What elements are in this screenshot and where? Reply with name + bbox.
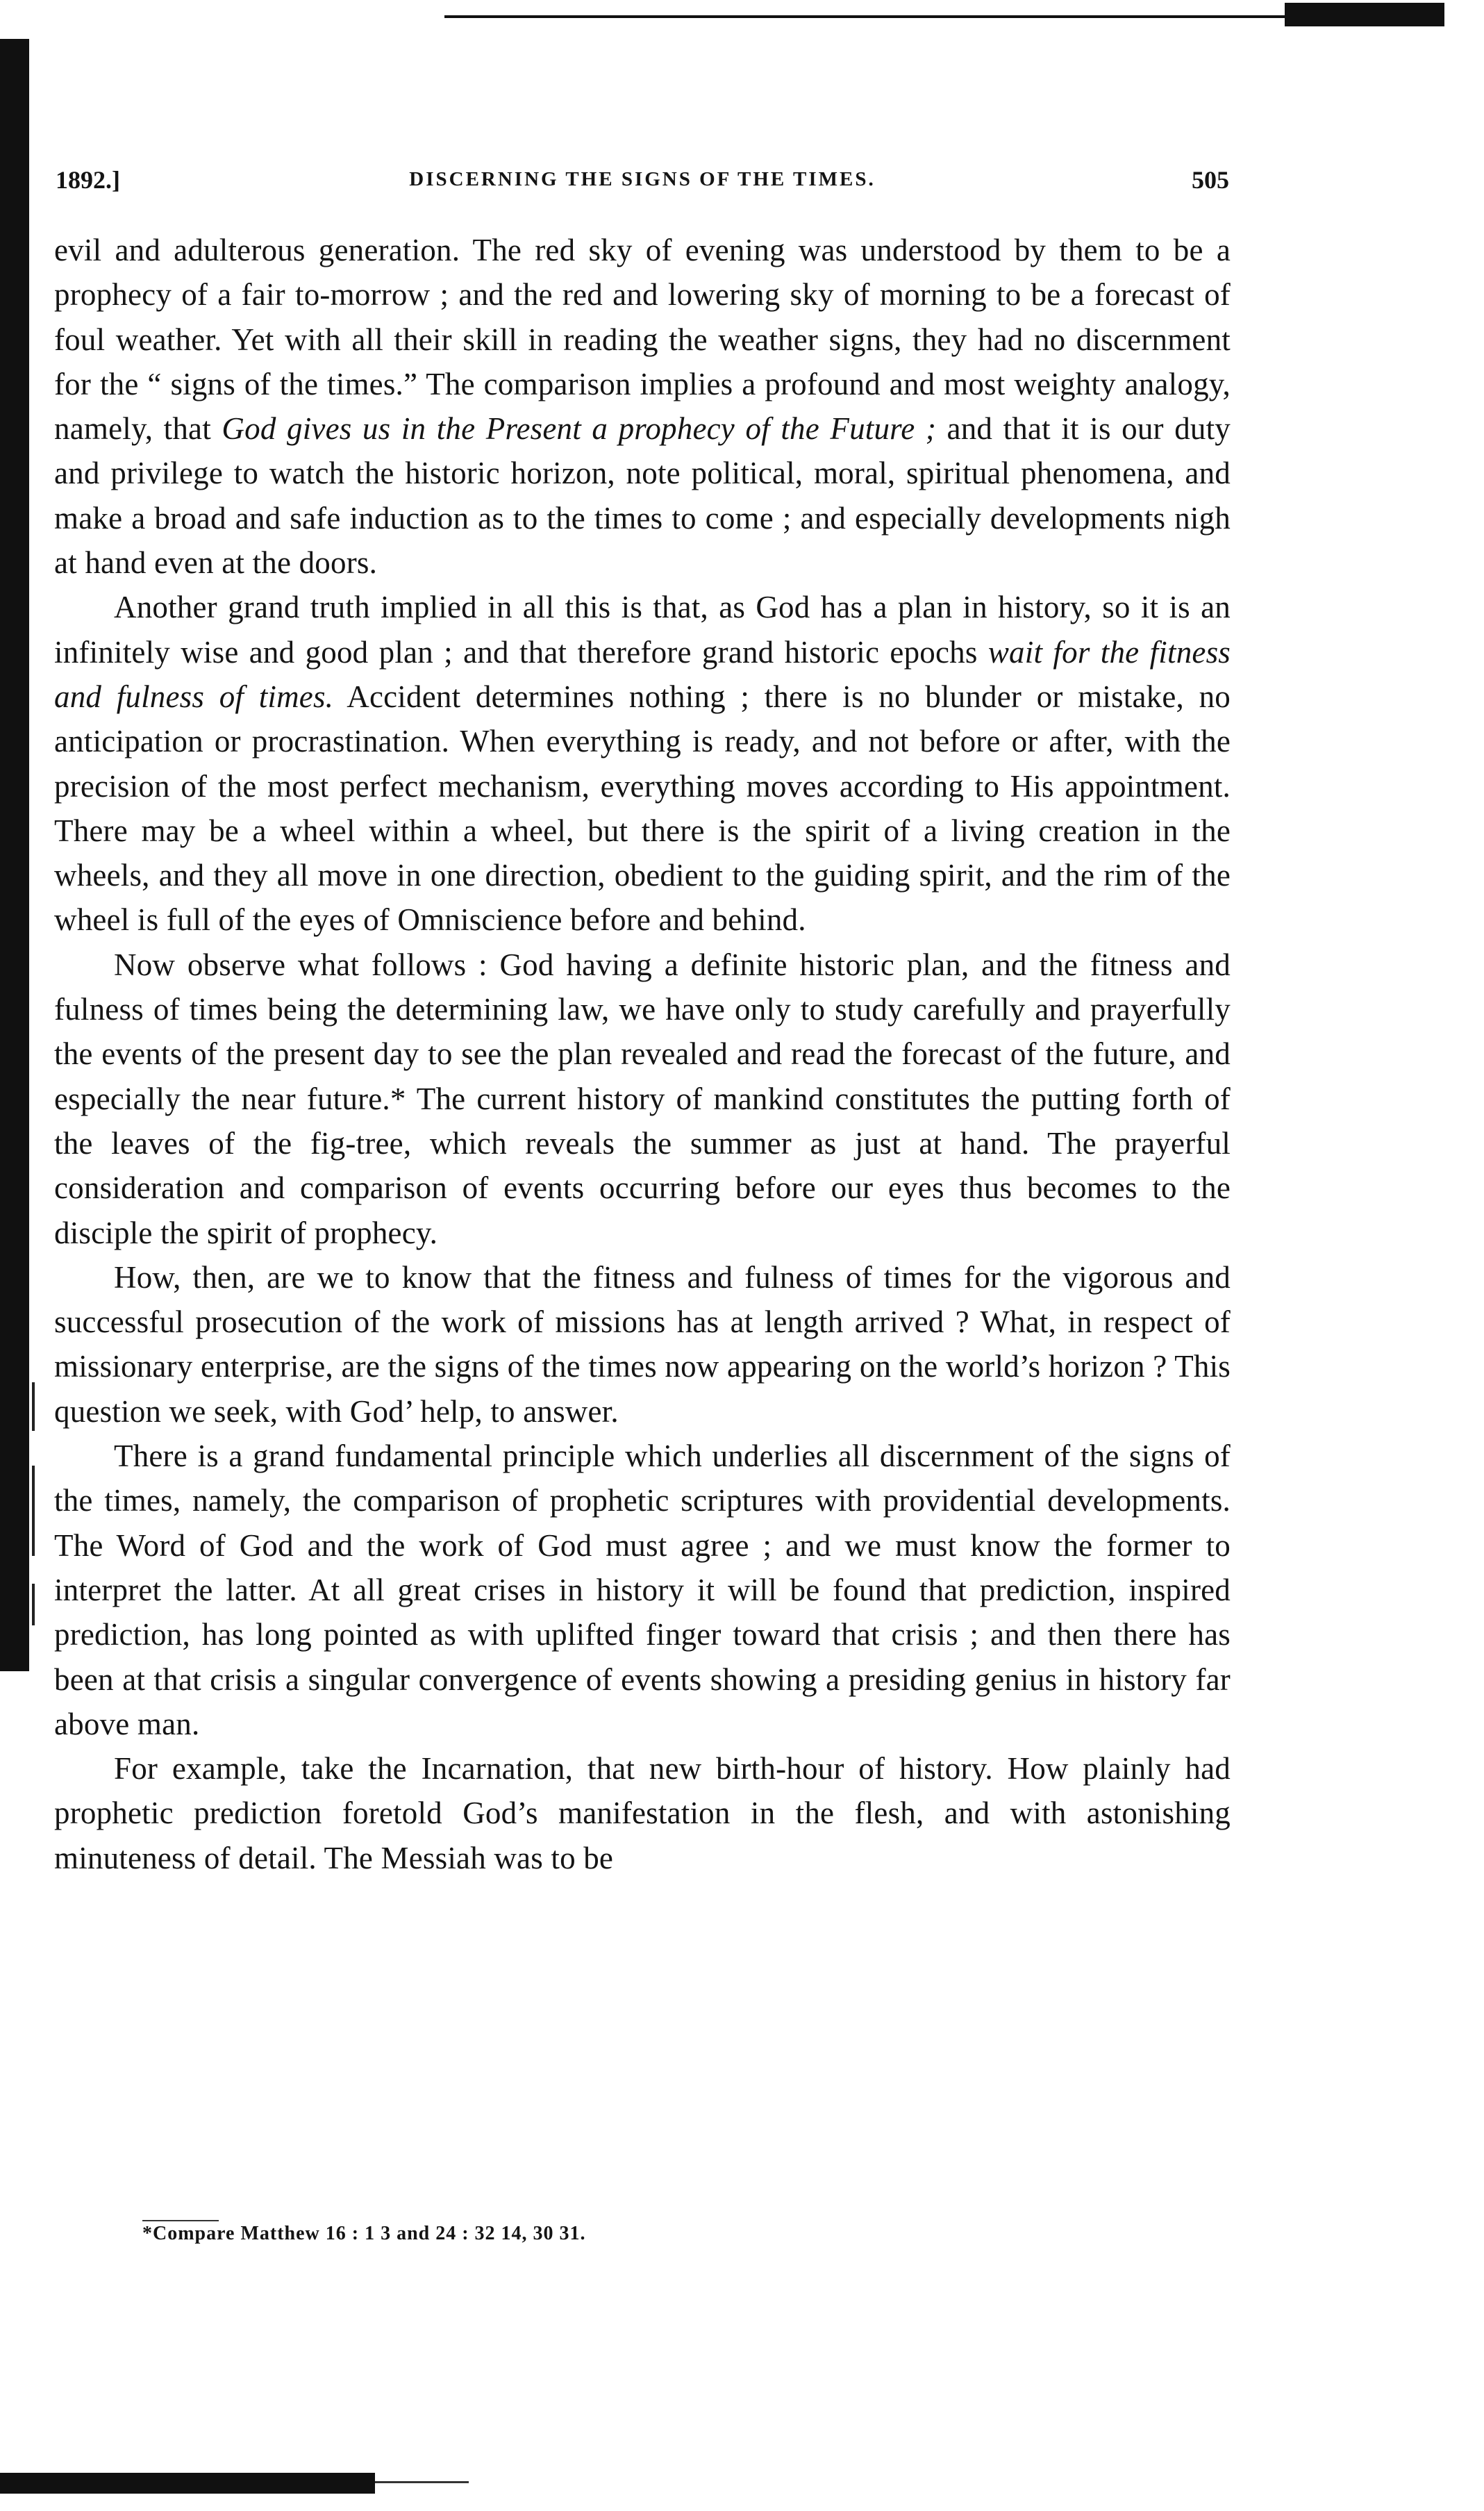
paragraph: For example, take the Incarnation, that new birth-hour of history. How plainly had prophetic prediction foretold God’s manifestation in the flesh, and with astonishing minuteness of detail. The Messiah was to be <box>54 1751 1231 1875</box>
bottom-scan-line <box>375 2481 469 2483</box>
bottom-scan-bar <box>0 2473 375 2494</box>
paragraph <box>54 585 1231 942</box>
top-scan-rule <box>444 0 1444 29</box>
left-scan-notch <box>32 1382 35 1431</box>
paragraph-text: Accident determines nothing ; there is no blunder or mistake, no anticipation or procrastination. When everything is ready, and not before or after, with the precision of the most perfect mechanism, everything moves according to His appointment. There may be a wheel within a wheel, but there is the spirit of a living creation in the wheels, and they all move in one direction, obedient to the guiding spirit, and the rim of the wheel is full of the eyes of Omniscience before and behind. <box>54 679 1231 938</box>
body-text <box>54 228 1231 1880</box>
paragraph-text: evil and adulterous generation. The red sky of evening was understood by them to be a prophecy of a fair to-morrow ; and the red and lowering sky of morning to be a forecast of foul weather. Yet with all their skill in reading the weather signs, they had no discernment for the “ signs of the times.” The comparison implies a profound and most weighty analogy, namely, that <box>54 233 1231 447</box>
running-title: DISCERNING THE SIGNS OF THE TIMES. <box>409 168 876 190</box>
left-scan-notch <box>32 1466 35 1556</box>
paragraph <box>54 228 1231 585</box>
paragraph-text: and that it is our duty and privilege to watch the historic horizon, note political, moral, spiritual phenomena, and make a broad and safe induction as to the times to come ; and especially developments nigh at hand even at the doors. <box>54 411 1231 581</box>
left-scan-notch <box>32 1584 35 1625</box>
year-folio: 1892.] <box>56 166 120 194</box>
paragraph: Now observe what follows : God having a definite historic plan, and the fitness and fulness of times being the determining law, we have only to study carefully and prayerfully the events of the present day to see the plan revealed and read the forecast of the future, and especially the near future.* The current history of mankind constitutes the putting forth of the leaves of the fig-tree, which reveals the summer as just at hand. The prayerful consideration and comparison of events occurring before our eyes thus becomes to the disciple the spirit of prophecy. <box>54 947 1231 1250</box>
paragraph: How, then, are we to know that the fitness and fulness of times for the vigorous and successful prosecution of the work of missions has at length arrived ? What, in respect of missionary enterprise, are the signs of the times now appearing on the world’s horizon ? This question we seek, with God’ help, to answer. <box>54 1259 1231 1429</box>
left-scan-bar <box>0 39 29 1671</box>
running-head <box>56 165 1229 200</box>
top-rule-thick <box>1285 3 1444 26</box>
italic-phrase: God gives us in the Present a prophecy of the Future ; <box>222 411 937 447</box>
page-number: 505 <box>1192 166 1229 194</box>
footnote-rule <box>142 2220 219 2221</box>
paragraph: There is a grand fundamental principle which underlies all discernment of the signs of the times, namely, the comparison of prophetic scriptures with providential developments. The Word of God and the work of God must agree ; and we must know the former to interpret the latter. At all great crises in history it will be found that prediction, inspired prediction, has long pointed as with uplifted finger toward that crisis ; and then there has been at that crisis a singular convergence of events showing a presiding genius in history far above man. <box>54 1439 1231 1741</box>
footnote: *Compare Matthew 16 : 1 3 and 24 : 32 14, 30 31. <box>142 2223 586 2244</box>
paragraph-text: Another grand truth implied in all this is that, as God has a plan in history, so it is an infinitely wise and good plan ; and that therefore grand historic epochs <box>54 590 1231 670</box>
italic-phrase: wait for the fitness and fulness of times. <box>54 634 1231 714</box>
